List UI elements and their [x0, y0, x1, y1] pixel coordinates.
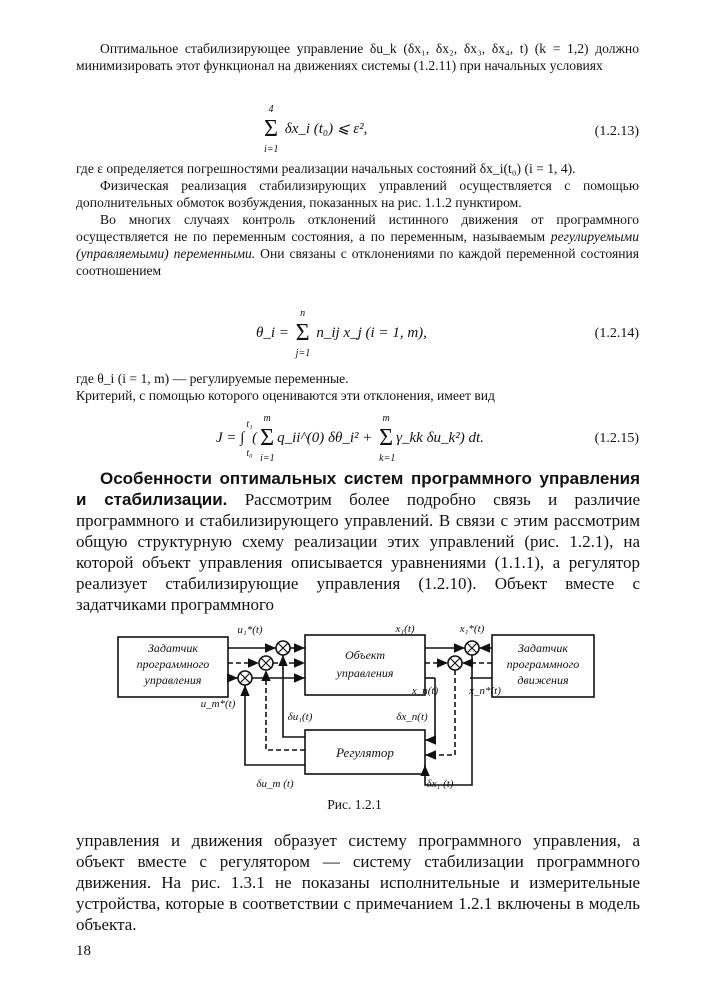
equation-1-2-13 — [76, 104, 639, 155]
text-block-middle — [76, 160, 639, 279]
svg-text:δu_m (t): δu_m (t) — [256, 778, 294, 790]
svg-text:δx_n(t): δx_n(t) — [396, 711, 428, 723]
svg-text:x₁*(t): x₁*(t) — [459, 623, 485, 635]
svg-text:Объект: Объект — [344, 648, 386, 662]
equation-1-2-15 — [76, 413, 639, 463]
svg-text:x_n(t): x_n(t) — [411, 685, 439, 697]
paragraph-theta: где θ_i (i = 1, m) — регулируемые переменные. — [76, 371, 349, 386]
svg-text:x_n*(t): x_n*(t) — [469, 685, 501, 697]
figure-caption: Рис. 1.2.1 — [327, 797, 382, 812]
paragraph-intro: Оптимальное стабилизирующее управление δu_k (δx₁, δx₂, δx₃, δx₄, t) (k = 1,2) должно минимизировать этот функционал на движениях системы (1.2.11) при начальных условиях — [76, 41, 639, 73]
section-heading: Особенности оптимальных систем программного управления и стабилизации. — [76, 469, 640, 509]
svg-text:Задатчик: Задатчик — [517, 641, 569, 655]
object-box — [305, 635, 425, 695]
svg-text:u₁*(t): u₁*(t) — [237, 624, 263, 636]
sum-sign: Σ m i=1 — [260, 413, 275, 464]
equation-number: (1.2.13) — [594, 124, 639, 139]
page-number: 18 — [76, 943, 91, 959]
equation-number: (1.2.15) — [594, 431, 639, 446]
equation-1-2-14 — [76, 308, 639, 359]
text-block-top — [76, 40, 639, 74]
paragraph-criterion: Критерий, с помощью которого оцениваются эти отклонения, имеет вид — [76, 388, 495, 403]
svg-text:x₁(t): x₁(t) — [395, 623, 415, 635]
svg-text:δu₁(t): δu₁(t) — [287, 711, 313, 723]
figure-1-2-1-block-diagram — [100, 615, 600, 790]
paragraph-physical: Физическая реализация стабилизирующих управлений осуществляется с помощью дополнительных обмоток возбуждения, показанных на рис. 1.1.2 пунктиром. — [76, 178, 639, 210]
svg-text:управления: управления — [144, 673, 202, 687]
text-block-section — [76, 468, 640, 615]
text-block-bottom — [76, 830, 640, 935]
sum-sign: Σ n j=1 — [295, 308, 311, 359]
svg-text:программного: программного — [506, 657, 580, 671]
svg-text:Регулятор: Регулятор — [336, 745, 394, 760]
paragraph-conclusion: управления и движения образует систему программного управления, а объект вместе с регулятором — систему стабилизации программного движения. На рис. 1.3.1 не показаны исполнительные и измерительные устройства, которые в соответствии с примечанием 1.2.1 включены в модель объекта. — [76, 831, 640, 934]
sum-sign: Σ 4 i=1 — [264, 104, 279, 155]
equation-body: J = ∫ t₁ t₀ ( Σ m i=1 q_ii^(0) δθ_i² + Σ m k=1 γ_kk δu_k²) dt. — [216, 413, 484, 464]
svg-text:управления: управления — [336, 666, 394, 680]
paragraph-epsilon: где ε определяется погрешностями реализации начальных состояний δx_i(t₀) (i = 1, 4). — [76, 161, 576, 176]
svg-text:программного: программного — [136, 657, 210, 671]
equation-body: θ_i = Σ n j=1 n_ij x_j (i = 1, m), — [256, 308, 427, 359]
sum-sign: Σ m k=1 — [379, 413, 396, 464]
paragraph-section-features: Особенности оптимальных систем программного управления и стабилизации. Рассмотрим более подробно связь и различие программного и стабилизирующего управлений. В связи с этим рассмотрим общую структурную схему реализации этих управлений (рис. 1.2.1), на которой объект управления описывается уравнениями (1.1.1), а регулятор реализует стабилизирующие управления (1.2.10). Объект вместе с задатчиками программного — [76, 469, 640, 614]
equation-body: Σ 4 i=1 δx_i (t₀) ⩽ ε², — [264, 104, 368, 155]
svg-text:u_m*(t): u_m*(t) — [200, 698, 236, 710]
paragraph-regulated: Во многих случаях контроль отклонений истинного движения от программного осуществляется не по переменным состояния, а по переменным, называемым регулируемыми (управляемыми) переменными. Они связаны с отклонениями по каждой переменной состояния соотношением — [76, 212, 640, 278]
svg-text:движения: движения — [517, 673, 569, 687]
equation-number: (1.2.14) — [594, 326, 639, 341]
text-block-criterion — [76, 370, 639, 404]
svg-text:δx₁ (t): δx₁ (t) — [426, 778, 454, 790]
svg-text:Задатчик: Задатчик — [147, 641, 199, 655]
